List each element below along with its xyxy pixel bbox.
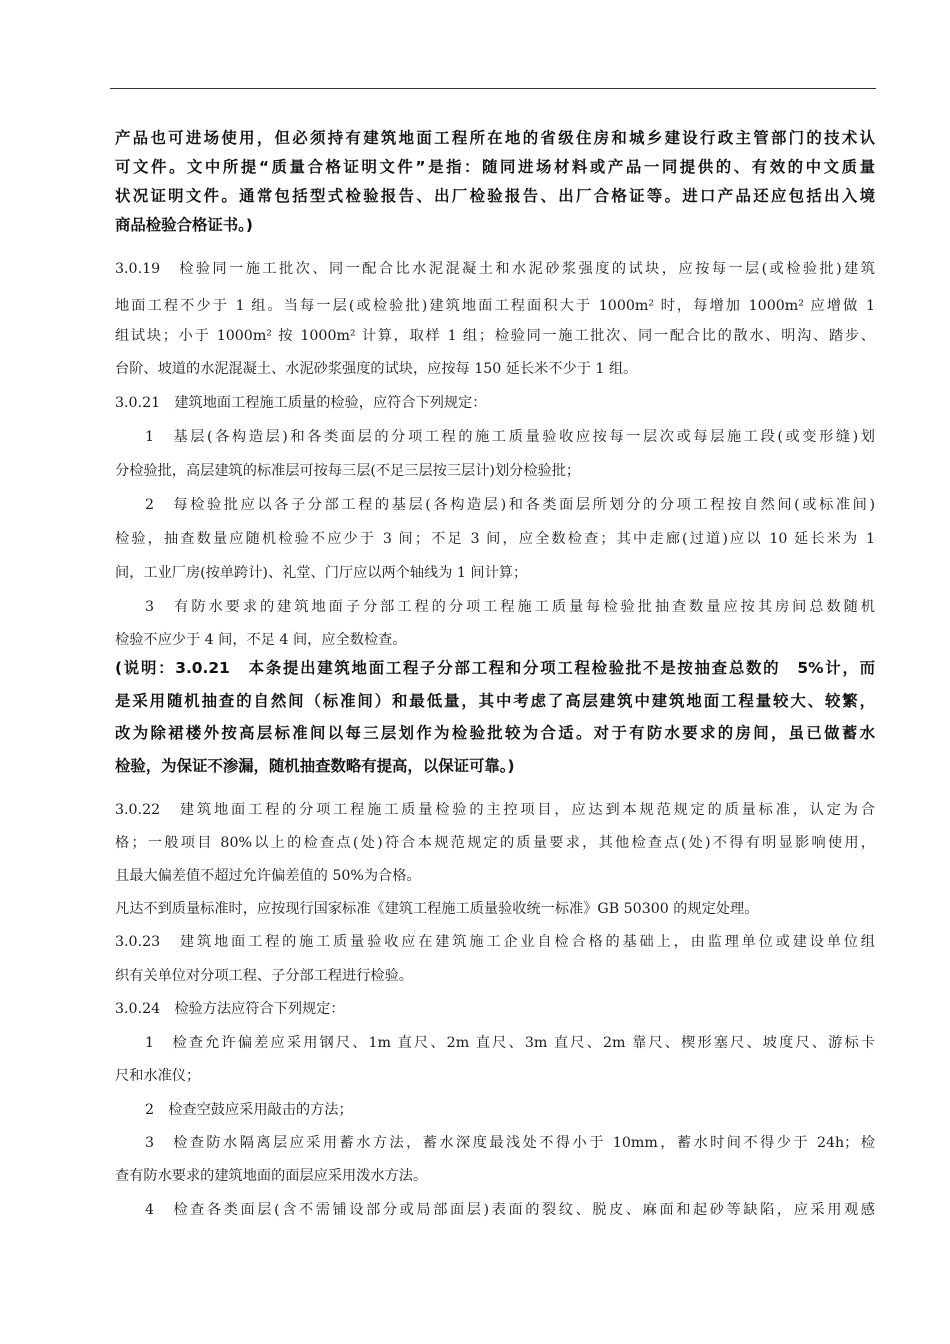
clause-3-0-22: 3.0.22 建筑地面工程的分项工程施工质量检验的主控项目，应达到本规范规定的质量标准，认定为合 [115,802,875,818]
list-item-3: 3 有防水要求的建筑地面子分部工程的分项工程施工质量每检验批抽查数量应按其房间总数随机 [145,599,875,615]
paragraph-line: 组试块；小于 1000m² 按 1000m² 计算，取样 1 组；检验同一施工批次、同一配合比的散水、明沟、踏步、 [115,328,875,344]
paragraph-line: 商品检验合格证书。) [115,216,253,234]
paragraph-line: 凡达不到质量标准时，应按现行国家标准《建筑工程施工质量验收统一标准》GB 50300 的规定处理。 [115,901,759,917]
paragraph-line: 查有防水要求的建筑地面的面层应采用泼水方法。 [115,1168,428,1184]
paragraph-line: 检验，抽查数量应随机检验不应少于 3 间；不足 3 间，应全数检查；其中走廊(过道)应以 10 延长米为 1 [115,531,875,547]
explanation-note: (说明：3.0.21 本条提出建筑地面工程子分部工程和分项工程检验批不是按抽查总数的 5%计，而 [115,659,875,677]
paragraph-line: 检验不应少于 4 间，不足 4 间，应全数检查。 [115,632,407,648]
clause-3-0-19: 3.0.19 检验同一施工批次、同一配合比水泥混凝土和水泥砂浆强度的试块，应按每一层(或检验批)建筑 [115,261,875,277]
paragraph-line: 检验，为保证不渗漏，随机抽查数略有提高，以保证可靠。) [115,757,515,775]
list-item-1: 1 基层(各构造层)和各类面层的分项工程的施工质量验收应按每一层次或每层施工段(或变形缝)划 [145,429,875,445]
list-item-4: 4 检查各类面层(含不需铺设部分或局部面层)表面的裂纹、脱皮、麻面和起砂等缺陷，应采用观感 [145,1202,875,1218]
header-rule [110,88,876,89]
list-item-1: 1 检查允许偏差应采用钢尺、1m 直尺、2m 直尺、3m 直尺、2m 靠尺、楔形塞尺、坡度尺、游标卡 [145,1035,875,1051]
clause-3-0-24: 3.0.24 检验方法应符合下列规定： [115,1001,345,1017]
paragraph-line: 台阶、坡道的水泥混凝土、水泥砂浆强度的试块，应按每 150 延长米不少于 1 组。 [115,361,638,377]
paragraph-line: 是采用随机抽查的自然间（标准间）和最低量，其中考虑了高层建筑中建筑地面工程量较大、较繁， [115,692,875,710]
paragraph-line: 地面工程不少于 1 组。当每一层(或检验批)建筑地面工程面积大于 1000m² 时，每增加 1000m² 应增做 1 [115,298,875,314]
paragraph-line: 改为除裙楼外按高层标准间以每三层划作为检验批较为合适。对于有防水要求的房间，虽已做蓄水 [115,724,875,742]
paragraph-line: 格；一般项目 80%以上的检查点(处)符合本规范规定的质量要求，其他检查点(处)不得有明显影响使用， [115,835,875,851]
paragraph-line: 产品也可进场使用，但必须持有建筑地面工程所在地的省级住房和城乡建设行政主管部门的技术认 [115,129,875,147]
clause-3-0-23: 3.0.23 建筑地面工程的施工质量验收应在建筑施工企业自检合格的基础上，由监理单位或建设单位组 [115,934,875,950]
paragraph-line: 间，工业厂房(按单跨计)、礼堂、门厅应以两个轴线为 1 间计算； [115,565,528,581]
clause-3-0-21: 3.0.21 建筑地面工程施工质量的检验，应符合下列规定： [115,395,487,411]
paragraph-line: 且最大偏差值不超过允许偏差值的 50%为合格。 [115,868,421,884]
paragraph-line: 分检验批，高层建筑的标准层可按每三层(不足三层按三层计)划分检验批； [115,463,581,479]
list-item-2: 2 检查空鼓应采用敲击的方法； [145,1102,353,1118]
paragraph-line: 织有关单位对分项工程、子分部工程进行检验。 [115,968,413,984]
paragraph-line: 可文件。文中所提“质量合格证明文件”是指：随同进场材料或产品一同提供的、有效的中文质量 [115,158,875,176]
list-item-3: 3 检查防水隔离层应采用蓄水方法，蓄水深度最浅处不得小于 10mm，蓄水时间不得少于 24h；检 [145,1135,875,1151]
list-item-2: 2 每检验批应以各子分部工程的基层(各构造层)和各类面层所划分的分项工程按自然间(或标准间) [145,497,875,513]
paragraph-line: 状况证明文件。通常包括型式检验报告、出厂检验报告、出厂合格证等。进口产品还应包括出入境 [115,187,875,205]
paragraph-line: 尺和水准仪； [115,1068,201,1084]
